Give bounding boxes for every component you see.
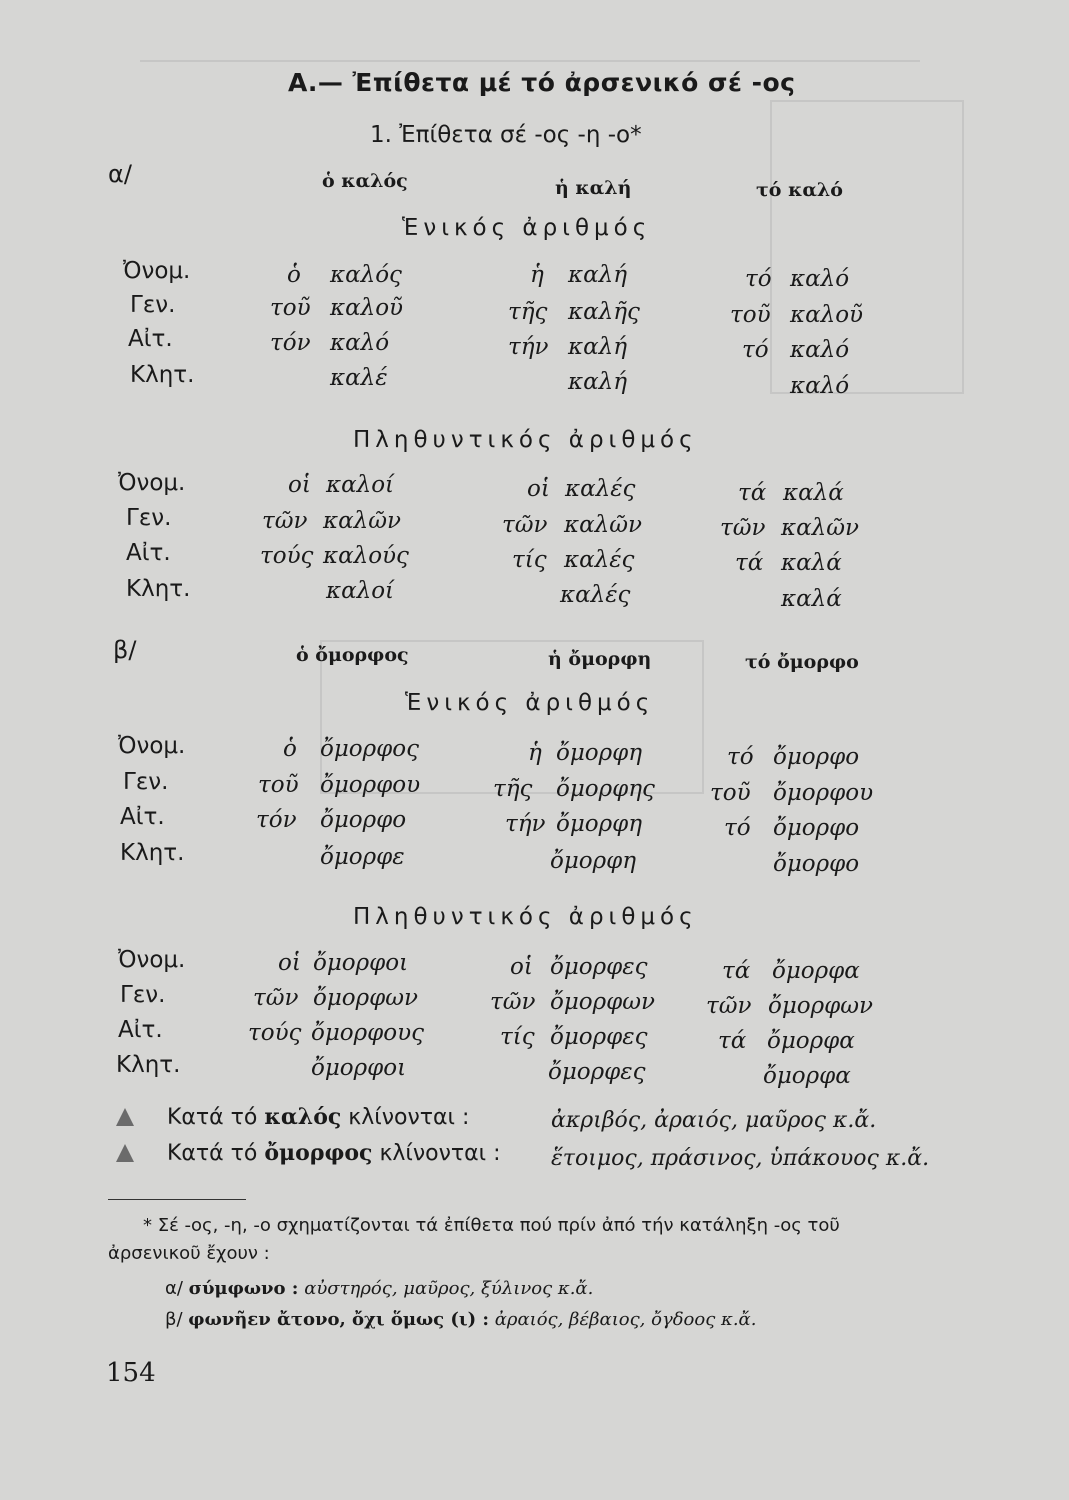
triangle-marker-icon: [116, 1108, 134, 1130]
form-feminine: ὄμορφες: [550, 1024, 648, 1050]
form-feminine: ὄμορφη: [556, 740, 643, 766]
page-title: Α.— Ἐπίθετα μέ τό ἀρσενικό σέ -ος: [288, 68, 796, 97]
article-neuter: τό: [724, 815, 751, 841]
case-label: Γεν.: [130, 292, 176, 318]
footnote-item-b: [165, 1309, 756, 1330]
article-neuter: τῶν: [720, 515, 766, 541]
note-model-word: καλός: [264, 1104, 342, 1130]
case-label: Αἰτ.: [128, 326, 173, 352]
note-prefix: Κατά τό: [167, 1105, 258, 1130]
footnote-item-examples: ἀραιός, βέβαιος, ὄγδοος κ.ἄ.: [494, 1309, 757, 1330]
form-feminine: ὄμορφη: [550, 848, 637, 874]
article-neuter: τά: [718, 1028, 747, 1054]
form-masculine: καλῶν: [323, 508, 401, 534]
article-feminine: οἱ: [527, 476, 550, 502]
singular-heading: Ἑνικός ἀριθμός: [405, 690, 655, 716]
form-masculine: καλέ: [330, 365, 388, 391]
form-feminine: καλές: [564, 547, 635, 573]
note-examples: [551, 1146, 929, 1171]
page-subtitle: 1. Ἐπίθετα σέ -ος -η -ο*: [370, 122, 642, 148]
article-neuter: τά: [722, 958, 751, 984]
note-examples-text: ἕτοιμος, πράσινος, ὑπάκουος κ.ἄ.: [551, 1146, 930, 1171]
form-masculine: καλός: [330, 262, 402, 288]
footnote-line: * Σέ -ος, -η, -ο σχηματίζονται τά ἐπίθετα πού πρίν ἀπό τήν κατάληξη -ος τοῦ: [143, 1215, 840, 1236]
form-feminine: καλῆς: [568, 299, 640, 325]
form-feminine: ὄμορφη: [556, 811, 643, 837]
form-neuter: ὄμορφο: [773, 815, 860, 841]
article-masculine: τοῦ: [258, 772, 299, 798]
article-neuter: τῶν: [706, 993, 752, 1019]
article-feminine: τῶν: [490, 989, 536, 1015]
case-label: Κλητ.: [130, 362, 195, 388]
form-masculine: καλοί: [326, 578, 395, 604]
form-neuter: καλά: [781, 550, 842, 576]
article-neuter: τοῦ: [730, 302, 771, 328]
form-feminine: ὄμορφης: [556, 776, 655, 802]
article-masculine: τόν: [270, 330, 311, 356]
footnote-item-a: [165, 1278, 593, 1299]
note-examples-text: ἀκριβός, ἀραιός, μαῦρος κ.ἄ.: [551, 1108, 877, 1133]
case-label: Κλητ.: [120, 840, 185, 866]
declension-note: [167, 1104, 469, 1130]
article-masculine: τούς: [248, 1020, 302, 1046]
form-feminine: καλές: [565, 476, 636, 502]
article-feminine: τῆς: [493, 776, 533, 802]
form-feminine: καλή: [568, 262, 627, 288]
form-feminine: ὄμορφων: [550, 989, 656, 1015]
form-feminine: καλές: [560, 582, 631, 608]
note-prefix: Κατά τό: [167, 1141, 258, 1166]
form-feminine: καλή: [568, 369, 627, 395]
form-masculine: ὄμορφο: [320, 807, 407, 833]
article-masculine: οἱ: [278, 950, 301, 976]
form-neuter: καλό: [790, 266, 850, 292]
case-label: Ὀνομ.: [118, 470, 186, 496]
column-head-masculine: ὁ ὄμορφος: [296, 644, 409, 666]
article-neuter: τά: [735, 550, 764, 576]
plural-heading: Πληθυντικός ἀριθμός: [353, 904, 698, 930]
article-masculine: τῶν: [262, 508, 308, 534]
form-masculine: ὄμορφος: [320, 736, 419, 762]
article-feminine: ἡ: [530, 262, 544, 288]
article-feminine: ἡ: [528, 740, 542, 766]
case-label: Κλητ.: [116, 1052, 181, 1078]
footnote-item-examples: αὐστηρός, μαῦρος, ξύλινος κ.ἄ.: [304, 1278, 594, 1299]
footnote-item-label: β/: [165, 1309, 183, 1330]
form-masculine: ὄμορφε: [320, 844, 405, 870]
article-feminine: τήν: [505, 811, 546, 837]
case-label: Γεν.: [126, 505, 172, 531]
column-head-feminine: ἡ καλή: [555, 177, 632, 199]
form-masculine: ὄμορφου: [320, 772, 421, 798]
form-masculine: καλοί: [326, 472, 395, 498]
article-feminine: τῆς: [508, 299, 548, 325]
section-label: β/: [113, 636, 137, 664]
footnote-line: ἀρσενικοῦ ἔχουν :: [108, 1243, 270, 1264]
form-masculine: ὄμορφοι: [313, 950, 409, 976]
note-examples: [551, 1108, 876, 1133]
article-neuter: τοῦ: [710, 780, 751, 806]
form-masculine: καλό: [330, 330, 390, 356]
form-feminine: ὄμορφες: [548, 1059, 646, 1085]
page-number: 154: [106, 1358, 156, 1388]
form-masculine: καλοῦ: [330, 295, 404, 321]
article-masculine: τόν: [256, 807, 297, 833]
form-neuter: ὄμορφα: [772, 958, 860, 984]
form-masculine: καλούς: [323, 543, 409, 569]
article-masculine: τούς: [260, 543, 314, 569]
form-neuter: καλοῦ: [790, 302, 864, 328]
form-neuter: ὄμορφο: [773, 851, 860, 877]
note-model-word: ὄμορφος: [264, 1140, 373, 1166]
section-label: α/: [108, 160, 132, 188]
form-feminine: καλή: [568, 334, 627, 360]
form-feminine: ὄμορφες: [550, 954, 648, 980]
article-masculine: ὁ: [283, 736, 297, 762]
case-label: Αἰτ.: [126, 540, 171, 566]
footnote-item-key: φωνῆεν ἄτονο, ὄχι ὅμως (ι) :: [188, 1309, 490, 1330]
column-head-neuter: τό καλό: [756, 179, 843, 201]
article-masculine: ὁ: [287, 262, 301, 288]
footnote-item-label: α/: [165, 1278, 183, 1299]
case-label: Ὀνομ.: [118, 733, 186, 759]
form-neuter: καλό: [790, 337, 850, 363]
column-head-feminine: ἡ ὄμορφη: [548, 648, 652, 670]
form-neuter: καλῶν: [781, 515, 859, 541]
note-verb: κλίνονται :: [379, 1141, 501, 1166]
column-head-masculine: ὁ καλός: [322, 170, 408, 192]
case-label: Κλητ.: [126, 576, 191, 602]
article-neuter: τό: [745, 266, 772, 292]
footnote-item-key: σύμφωνο :: [188, 1278, 299, 1299]
form-neuter: καλά: [781, 586, 842, 612]
declension-note: [167, 1140, 501, 1166]
column-head-neuter: τό ὄμορφο: [745, 651, 859, 673]
case-label: Ὀνομ.: [123, 258, 191, 284]
note-verb: κλίνονται :: [348, 1105, 470, 1130]
form-masculine: ὄμορφων: [313, 985, 419, 1011]
form-neuter: ὄμορφο: [773, 744, 860, 770]
article-feminine: τίς: [500, 1024, 535, 1050]
case-label: Αἰτ.: [120, 804, 165, 830]
article-masculine: τοῦ: [270, 295, 311, 321]
form-masculine: ὄμορφους: [311, 1020, 424, 1046]
article-feminine: τῶν: [502, 512, 548, 538]
article-masculine: τῶν: [253, 985, 299, 1011]
plural-heading: Πληθυντικός ἀριθμός: [353, 427, 698, 453]
form-neuter: καλά: [783, 480, 844, 506]
form-neuter: ὄμορφων: [768, 993, 874, 1019]
article-feminine: οἱ: [510, 954, 533, 980]
form-neuter: ὄμορφα: [767, 1028, 855, 1054]
case-label: Γεν.: [123, 769, 169, 795]
singular-heading: Ἑνικός ἀριθμός: [402, 215, 652, 241]
form-neuter: καλό: [790, 373, 850, 399]
article-masculine: οἱ: [288, 472, 311, 498]
form-neuter: ὄμορφα: [763, 1063, 851, 1089]
triangle-marker-icon: [116, 1144, 134, 1166]
article-feminine: τήν: [508, 334, 549, 360]
article-neuter: τά: [738, 480, 767, 506]
form-masculine: ὄμορφοι: [311, 1055, 407, 1081]
form-feminine: καλῶν: [564, 512, 642, 538]
article-neuter: τό: [727, 744, 754, 770]
case-label: Αἰτ.: [118, 1017, 163, 1043]
footnote-rule: [108, 1199, 246, 1200]
article-feminine: τίς: [512, 547, 547, 573]
case-label: Γεν.: [120, 982, 166, 1008]
article-neuter: τό: [742, 337, 769, 363]
case-label: Ὀνομ.: [118, 947, 186, 973]
form-neuter: ὄμορφου: [773, 780, 874, 806]
